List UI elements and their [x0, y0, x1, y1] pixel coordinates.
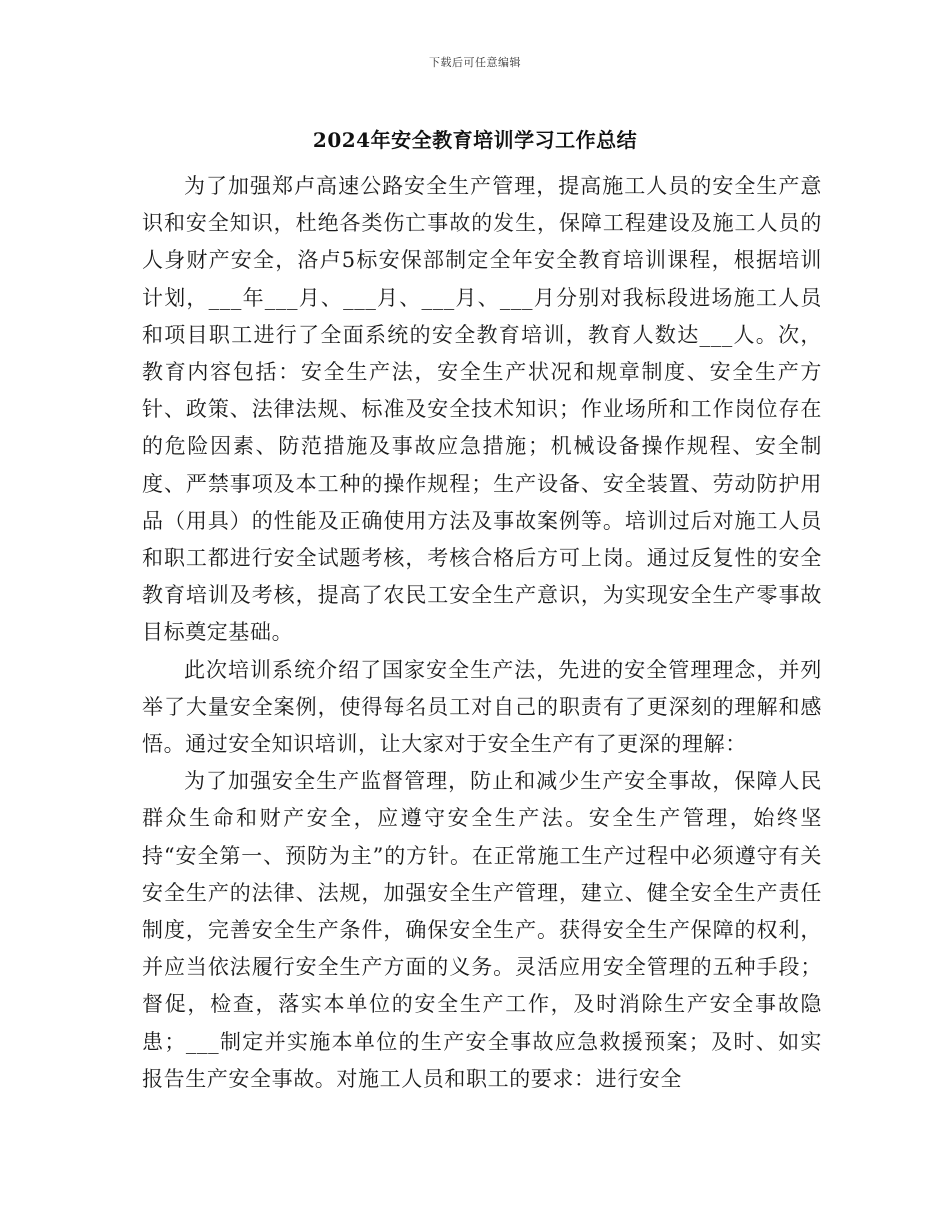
document-body	[142, 168, 822, 1098]
paragraph-3: 为了加强安全生产监督管理，防止和减少生产安全事故，保障人民群众生命和财产安全，应遵守安全生产法。安全生产管理，始终坚持“安全第一、预防为主”的方针。在正常施工生产过程中必须遵守有关安全生产的法律、法规，加强安全生产管理，建立、健全安全生产责任制度，完善安全生产条件，确保安全生产。获得安全生产保障的权利，并应当依法履行安全生产方面的义务。灵活应用安全管理的五种手段；督促，检查，落实本单位的安全生产工作，及时消除生产安全事故隐患；___制定并实施本单位的生产安全事故应急救援预案；及时、如实报告生产安全事故。对施工人员和职工的要求：进行安全	[142, 769, 822, 1091]
paragraph-1: 为了加强郑卢高速公路安全生产管理，提高施工人员的安全生产意识和安全知识，杜绝各类伤亡事故的发生，保障工程建设及施工人员的人身财产安全，洛卢5标安保部制定全年安全教育培训课程，根据培训计划，___年___月、___月、___月、___月分别对我标段进场施工人员和项目职工进行了全面系统的安全教育培训，教育人数达___人。次，教育内容包括：安全生产法，安全生产状况和规章制度、安全生产方针、政策、法律法规、标准及安全技术知识；作业场所和工作岗位存在的危险因素、防范措施及事故应急措施；机械设备操作规程、安全制度、严禁事项及本工种的操作规程；生产设备、安全装置、劳动防护用品（用具）的性能及正确使用方法及事故案例等。培训过后对施工人员和职工都进行安全试题考核，考核合格后方可上岗。通过反复性的安全教育培训及考核，提高了农民工安全生产意识，为实现安全生产零事故目标奠定基础。	[142, 174, 822, 645]
paragraph-2: 此次培训系统介绍了国家安全生产法，先进的安全管理理念，并列举了大量安全案例，使得每名员工对自己的职责有了更深刻的理解和感悟。通过安全知识培训，让大家对于安全生产有了更深的理解：	[142, 657, 822, 757]
header-note: 下载后可任意编辑	[429, 56, 521, 69]
document-title: 2024年安全教育培训学习工作总结	[312, 128, 638, 152]
